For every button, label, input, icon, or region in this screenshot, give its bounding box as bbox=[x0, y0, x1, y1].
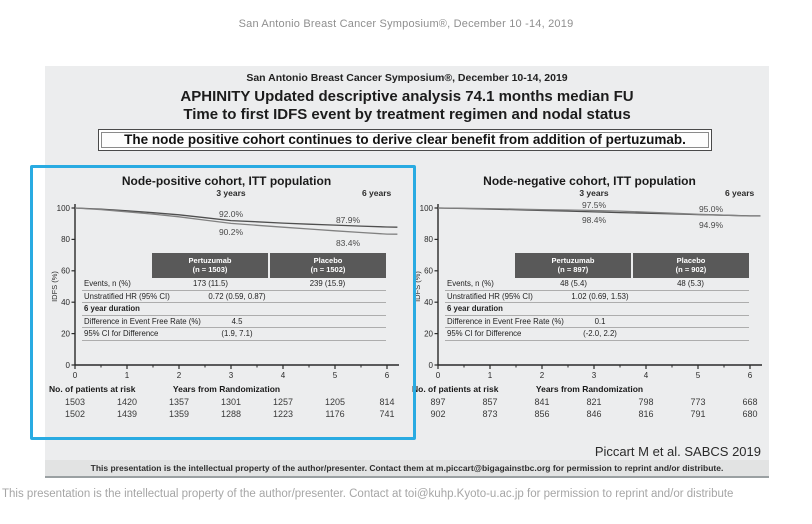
stats-value: 48 (5.3) bbox=[677, 279, 704, 288]
stats-value: (1.9, 7.1) bbox=[221, 329, 253, 338]
citation: Piccart M et al. SABCS 2019 bbox=[594, 444, 761, 459]
stats-value: 48 (5.4) bbox=[560, 279, 587, 288]
at-risk-count: 856 bbox=[534, 409, 550, 419]
at-risk-count: 1502 bbox=[64, 409, 86, 419]
svg-text:80: 80 bbox=[61, 235, 70, 245]
svg-text:80: 80 bbox=[424, 235, 433, 245]
at-risk-count: 773 bbox=[690, 397, 706, 407]
svg-text:2: 2 bbox=[539, 371, 545, 380]
stats-table-header bbox=[82, 253, 386, 278]
at-risk-count: 1420 bbox=[116, 397, 138, 407]
svg-text:2: 2 bbox=[176, 371, 182, 380]
stats-row bbox=[82, 278, 386, 291]
page-bottom-caption: This presentation is the intellectual property of the author/presenter. Contact at toi@kuhp.Kyoto-u.ac.jp for permission to reprint and/or distribute bbox=[2, 488, 734, 500]
timepoint-label: 6 years bbox=[724, 188, 755, 198]
at-risk-row bbox=[49, 397, 404, 409]
stats-row-label: 6 year duration bbox=[84, 304, 140, 313]
svg-text:6: 6 bbox=[747, 371, 753, 380]
stats-row bbox=[82, 316, 386, 329]
at-risk-count: 1359 bbox=[168, 409, 190, 419]
stats-value: 4.5 bbox=[231, 316, 243, 326]
at-risk-count: 816 bbox=[638, 409, 654, 419]
chart-node-positive bbox=[49, 168, 404, 426]
at-risk-count: 791 bbox=[690, 409, 706, 419]
at-risk-count: 814 bbox=[379, 397, 395, 407]
at-risk-count: 1301 bbox=[220, 397, 242, 407]
svg-text:5: 5 bbox=[695, 371, 701, 380]
stats-value: 239 (15.9) bbox=[309, 279, 346, 288]
stats-col-header: Pertuzumab (n = 1503) bbox=[152, 253, 268, 278]
stats-value: (-2.0, 2.2) bbox=[583, 329, 617, 338]
slide-title-line1: APHINITY Updated descriptive analysis 74.1 months median FU bbox=[180, 88, 634, 105]
svg-text:100: 100 bbox=[56, 203, 70, 213]
at-risk-count: 846 bbox=[586, 409, 602, 419]
stats-col-header: Pertuzumab (n = 897) bbox=[515, 253, 631, 278]
svg-text:3: 3 bbox=[591, 371, 597, 380]
at-risk-row bbox=[412, 397, 767, 409]
stats-table bbox=[445, 253, 749, 341]
at-risk-count: 668 bbox=[742, 397, 758, 407]
stats-row-label: 95% CI for Difference bbox=[447, 329, 522, 338]
stats-row-label: Events, n (%) bbox=[84, 279, 131, 288]
timepoint-label: 6 years bbox=[361, 188, 392, 198]
stats-row bbox=[445, 278, 749, 291]
at-risk-count: 897 bbox=[430, 397, 446, 407]
x-axis-label: Years from Randomization bbox=[172, 384, 281, 394]
stats-value: 0.1 bbox=[594, 316, 606, 326]
curve-value-label: 97.5% bbox=[581, 199, 607, 210]
svg-text:100: 100 bbox=[419, 203, 433, 213]
svg-text:20: 20 bbox=[424, 329, 433, 339]
at-risk-count: 680 bbox=[742, 409, 758, 419]
svg-text:60: 60 bbox=[424, 266, 433, 276]
svg-text:0: 0 bbox=[428, 360, 433, 370]
svg-text:4: 4 bbox=[643, 371, 649, 380]
at-risk-count: 1357 bbox=[168, 397, 190, 407]
svg-text:40: 40 bbox=[424, 298, 433, 307]
chart-title: Node-positive cohort, ITT population bbox=[121, 174, 332, 188]
svg-text:0: 0 bbox=[72, 371, 78, 380]
stats-table-header bbox=[445, 253, 749, 278]
y-axis-label: IDFS (%) bbox=[413, 271, 422, 302]
at-risk-count: 1205 bbox=[324, 397, 346, 407]
timepoint-label: 3 years bbox=[579, 188, 609, 198]
stats-row bbox=[445, 303, 749, 316]
at-risk-count: 798 bbox=[638, 397, 654, 407]
curve-value-label: 83.4% bbox=[335, 238, 361, 249]
at-risk-count: 1176 bbox=[325, 409, 345, 419]
slide-title-line2: Time to first IDFS event by treatment regimen and nodal status bbox=[183, 106, 631, 123]
stats-row bbox=[445, 291, 749, 304]
stats-value: 1.02 (0.69, 1.53) bbox=[571, 291, 629, 301]
stats-row-label: 95% CI for Difference bbox=[84, 329, 159, 338]
stats-row bbox=[82, 328, 386, 341]
at-risk-count: 841 bbox=[534, 397, 550, 407]
at-risk-count: 902 bbox=[430, 409, 446, 419]
at-risk-label: No. of patients at risk bbox=[412, 384, 499, 394]
svg-text:4: 4 bbox=[280, 371, 286, 380]
at-risk-count: 873 bbox=[482, 409, 498, 419]
at-risk-row bbox=[412, 409, 767, 421]
curve-value-label: 90.2% bbox=[218, 227, 244, 238]
stats-row bbox=[82, 303, 386, 316]
page-top-caption: San Antonio Breast Cancer Symposium®, December 10 -14, 2019 bbox=[238, 18, 574, 30]
stats-col-header: Placebo (n = 902) bbox=[633, 253, 749, 278]
at-risk-count: 1257 bbox=[272, 397, 294, 407]
at-risk-count: 821 bbox=[586, 397, 602, 407]
stats-row bbox=[445, 328, 749, 341]
x-axis-label: Years from Randomization bbox=[535, 384, 644, 394]
curve-value-label: 87.9% bbox=[335, 214, 361, 225]
chart-node-negative bbox=[412, 168, 767, 426]
timepoint-label: 3 years bbox=[216, 188, 246, 198]
svg-text:3: 3 bbox=[228, 371, 234, 380]
slide-footer-note: This presentation is the intellectual property of the author/presenter. Contact them at m.piccart@bigagainstbc.org for permission to reprint and/or distribute. bbox=[45, 460, 769, 478]
at-risk-count: 1439 bbox=[116, 409, 138, 419]
slide-header: San Antonio Breast Cancer Symposium®, December 10-14, 2019 bbox=[246, 72, 568, 84]
svg-text:5: 5 bbox=[332, 371, 338, 380]
at-risk-count: 1288 bbox=[220, 409, 242, 419]
curve-value-label: 95.0% bbox=[698, 203, 724, 214]
svg-text:6: 6 bbox=[384, 371, 390, 380]
key-message-box: The node positive cohort continues to derive clear benefit from addition of pertuzumab. bbox=[98, 129, 712, 151]
stats-row-label: Unstratified HR (95% CI) bbox=[84, 291, 170, 301]
curve-value-label: 92.0% bbox=[218, 208, 244, 219]
stats-row bbox=[82, 291, 386, 304]
at-risk-label: No. of patients at risk bbox=[49, 384, 136, 394]
stats-row-label: Difference in Event Free Rate (%) bbox=[84, 316, 201, 326]
curve-value-label: 94.9% bbox=[698, 220, 724, 230]
stats-row bbox=[445, 316, 749, 329]
at-risk-count: 1223 bbox=[272, 409, 294, 419]
stats-col-header: Placebo (n = 1502) bbox=[270, 253, 386, 278]
stats-row-label: Unstratified HR (95% CI) bbox=[447, 291, 533, 301]
stats-value: 173 (11.5) bbox=[193, 279, 228, 288]
curve-value-label: 98.4% bbox=[581, 214, 607, 225]
svg-text:40: 40 bbox=[61, 298, 70, 307]
stats-table bbox=[82, 253, 386, 341]
stats-value: 0.72 (0.59, 0.87) bbox=[208, 291, 266, 301]
slide bbox=[45, 66, 769, 478]
stats-row-label: 6 year duration bbox=[447, 304, 503, 313]
svg-text:20: 20 bbox=[61, 329, 70, 339]
at-risk-count: 741 bbox=[379, 409, 395, 419]
at-risk-count: 857 bbox=[482, 397, 498, 407]
y-axis-label: IDFS (%) bbox=[50, 271, 59, 302]
svg-text:1: 1 bbox=[487, 371, 493, 380]
chart-title: Node-negative cohort, ITT population bbox=[483, 174, 696, 188]
at-risk-count: 1503 bbox=[64, 397, 86, 407]
stats-row-label: Events, n (%) bbox=[447, 279, 494, 288]
svg-text:1: 1 bbox=[124, 371, 130, 380]
svg-text:0: 0 bbox=[435, 371, 441, 380]
svg-text:60: 60 bbox=[61, 266, 70, 276]
stats-row-label: Difference in Event Free Rate (%) bbox=[447, 316, 564, 326]
at-risk-row bbox=[49, 409, 404, 421]
svg-text:0: 0 bbox=[65, 360, 70, 370]
